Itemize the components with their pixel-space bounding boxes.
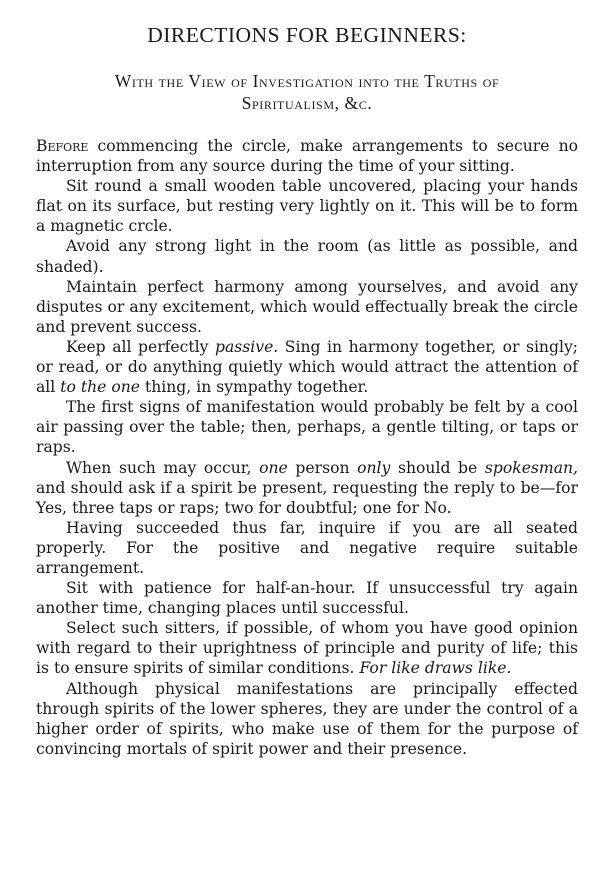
paragraph-harmony: Maintain perfect harmony among yourselves, and avoid any disputes or any excitement, which would effectually break the circle and prevent success. [36,277,578,336]
paragraph-passive [36,337,578,397]
emphasis-text: For like draws like. [359,659,512,678]
paragraph-text: and should ask if a spirit be present, requesting the reply to be—for Yes, three taps or raps; two for doubtful; one for No. [36,478,578,517]
subtitle-line-1: With the View of Investigation into the Truths of [114,71,500,91]
paragraph-text: person [287,458,358,477]
emphasis-text: one [259,458,288,477]
paragraph-table: Sit round a small wooden table uncovered, placing your hands flat on its surface, but resting very lightly on it. This will be to form a magnetic crcle. [36,177,578,236]
paragraph-text: When such may occur, [66,458,260,477]
page-subtitle [36,70,578,114]
paragraph-light: Avoid any strong light in the room (as little as possible, and shaded). [36,237,578,276]
paragraph-text: Keep all perfectly [66,337,215,356]
paragraph-text: thing, in sympathy together. [140,378,369,397]
paragraph-spokesman [36,458,578,518]
emphasis-text: spokesman, [484,458,579,477]
paragraph-text: commencing the circle, make arrangements to secure no interruption from any source during the time of your sitting. [36,137,578,176]
paragraph-physical-manifestations: Although physical manifestations are principally effected through spirits of the lower spheres, they are under the control of a higher order of spirits, who make use of them for the purpose of convincing mortals of spirit power and their presence. [36,679,578,758]
emphasis-text: only [357,458,391,477]
page-title: DIRECTIONS FOR BEGINNERS: [147,23,467,47]
paragraph-before-commencing [36,136,578,176]
document-body [36,136,578,759]
paragraph-first-signs: The first signs of manifestation would probably be felt by a cool air passing over the table; then, perhaps, a gentle tilting, or taps or raps. [36,398,578,457]
paragraph-text: should be [390,458,485,477]
emphasis-text: to the one [60,378,141,397]
paragraph-lead-word: Before [36,137,89,155]
document-page [36,20,578,759]
paragraph-text: Select such sitters, if possible, of whom you have good opinion with regard to their uprightness of principle and purity of life; this is to ensure spirits of similar conditions. [36,619,578,678]
emphasis-text: passive. [215,337,279,356]
paragraph-sitters [36,618,578,678]
paragraph-text: Sing in harmony together, or singly; or read, or do anything quietly which would attract the attention of all [36,337,579,397]
paragraph-seating: Having succeeded thus far, inquire if you are all seated properly. For the positive and negative require suitable arrangement. [36,518,578,577]
subtitle-line-2: Spiritualism, &c. [241,93,373,113]
paragraph-patience: Sit with patience for half-an-hour. If unsuccessful try again another time, changing places until successful. [36,579,578,618]
